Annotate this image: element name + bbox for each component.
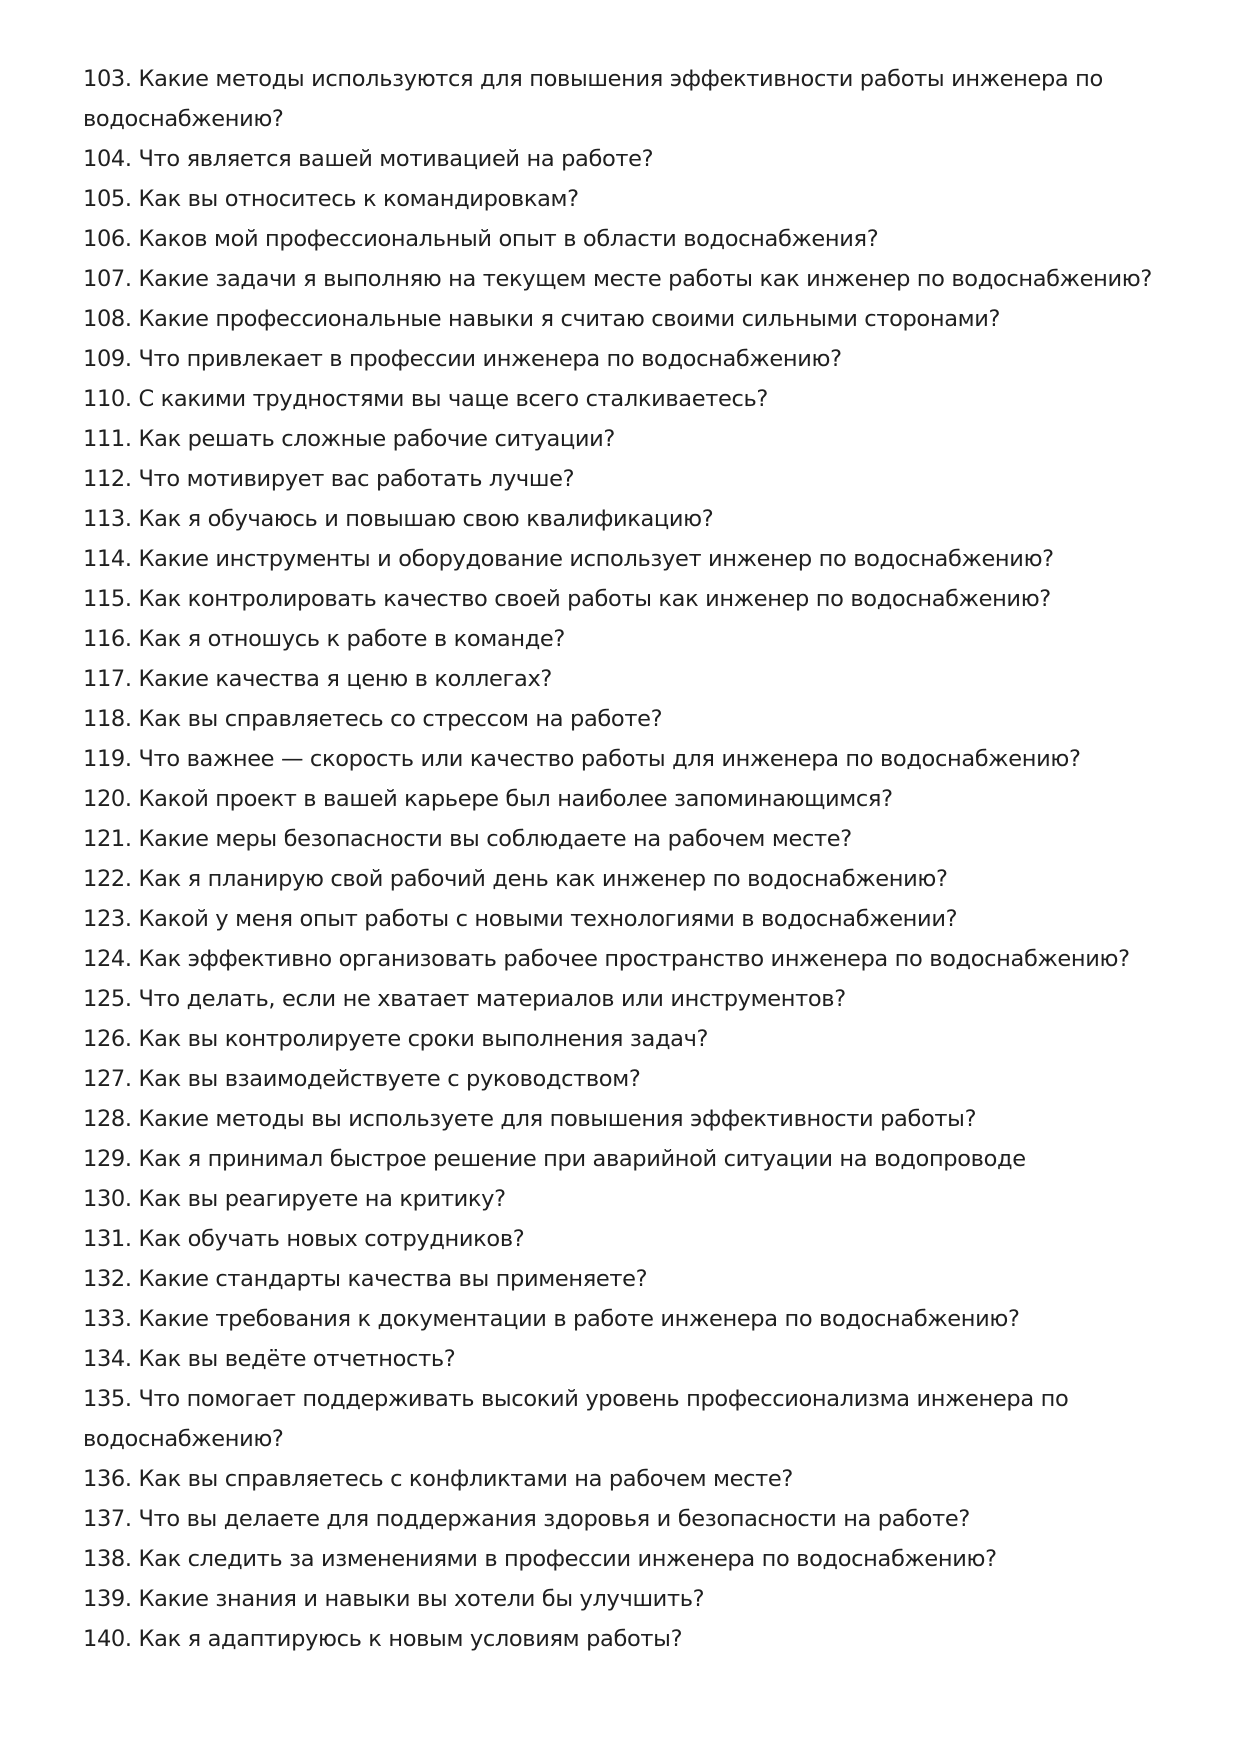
item-number: 126 . [83,1026,139,1052]
list-item [83,219,1163,259]
item-text: Как вы справляетесь с конфликтами на рабочем месте? [138,1466,794,1492]
list-item [83,939,1163,979]
document-page [83,59,1163,1659]
list-item [83,1459,1163,1499]
item-text: Какие меры безопасности вы соблюдаете на рабочем месте? [138,826,852,852]
item-text: Какой у меня опыт работы с новыми технологиями в водоснабжении? [138,906,958,932]
item-number: 139 . [83,1586,139,1612]
item-number: 128 . [83,1106,139,1132]
item-text: Что вы делаете для поддержания здоровья и безопасности на работе? [138,1506,970,1532]
question-list [83,59,1163,1659]
item-number: 135 . [83,1386,139,1412]
item-text: Каков мой профессиональный опыт в области водоснабжения? [138,226,879,252]
list-item [83,1059,1163,1099]
item-text: Какие задачи я выполняю на текущем месте работы как инженер по водоснабжению? [138,266,1152,292]
list-item [83,859,1163,899]
list-item [83,1539,1163,1579]
item-text: Как контролировать качество своей работы как инженер по водоснабжению? [138,586,1051,612]
item-number: 117 . [83,666,139,692]
list-item [83,1379,1163,1459]
item-number: 112 . [83,466,139,492]
item-text: Как эффективно организовать рабочее пространство инженера по водоснабжению? [138,946,1130,972]
item-text: Как вы взаимодействуете с руководством? [138,1066,641,1092]
item-number: 133 . [83,1306,139,1332]
item-text: Как вы реагируете на критику? [138,1186,506,1212]
item-text: Какие инструменты и оборудование использует инженер по водоснабжению? [138,546,1054,572]
list-item [83,419,1163,459]
list-item [83,779,1163,819]
item-number: 106 . [83,226,139,252]
item-number: 124 . [83,946,139,972]
item-number: 121 . [83,826,139,852]
item-number: 111 . [83,426,139,452]
list-item [83,1019,1163,1059]
item-text: Какие стандарты качества вы применяете? [138,1266,648,1292]
item-text: Как я адаптируюсь к новым условиям работы? [138,1626,683,1652]
list-item [83,899,1163,939]
item-number: 108 . [83,306,139,332]
list-item [83,1299,1163,1339]
list-item [83,139,1163,179]
list-item [83,379,1163,419]
item-text: Как вы ведёте отчетность? [138,1346,456,1372]
item-number: 109 . [83,346,139,372]
list-item [83,579,1163,619]
item-number: 125 . [83,986,139,1012]
item-text: Что привлекает в профессии инженера по водоснабжению? [138,346,842,372]
item-number: 140 . [83,1626,139,1652]
list-item [83,539,1163,579]
list-item [83,299,1163,339]
item-number: 104 . [83,146,139,172]
item-number: 138 . [83,1546,139,1572]
item-number: 122 . [83,866,139,892]
item-text: Какие методы используются для повышения эффективности работы инженера по водоснабжению? [83,66,1103,132]
item-number: 116 . [83,626,139,652]
list-item [83,1579,1163,1619]
list-item [83,1499,1163,1539]
item-number: 134 . [83,1346,139,1372]
list-item [83,59,1163,139]
item-number: 129 . [83,1146,139,1172]
item-number: 136 . [83,1466,139,1492]
item-text: Какие профессиональные навыки я считаю своими сильными сторонами? [138,306,1001,332]
list-item [83,259,1163,299]
item-number: 103 . [83,66,139,92]
item-text: С какими трудностями вы чаще всего сталкиваетесь? [138,386,768,412]
list-item [83,659,1163,699]
item-text: Как вы справляетесь со стрессом на работе? [138,706,663,732]
item-text: Как обучать новых сотрудников? [138,1226,525,1252]
list-item [83,1179,1163,1219]
item-text: Как вы относитесь к командировкам? [138,186,579,212]
item-number: 120 . [83,786,139,812]
item-text: Какие знания и навыки вы хотели бы улучшить? [138,1586,705,1612]
item-number: 114 . [83,546,139,572]
item-number: 107 . [83,266,139,292]
list-item [83,1339,1163,1379]
list-item [83,179,1163,219]
list-item [83,459,1163,499]
list-item [83,1139,1163,1179]
item-text: Какой проект в вашей карьере был наиболее запоминающимся? [138,786,893,812]
item-text: Что делать, если не хватает материалов или инструментов? [138,986,846,1012]
item-text: Что помогает поддерживать высокий уровень профессионализма инженера по водоснабжению? [83,1386,1069,1452]
list-item [83,1619,1163,1659]
item-text: Как вы контролируете сроки выполнения задач? [138,1026,709,1052]
list-item [83,499,1163,539]
list-item [83,699,1163,739]
item-text: Какие требования к документации в работе инженера по водоснабжению? [138,1306,1020,1332]
item-number: 115 . [83,586,139,612]
item-number: 132 . [83,1266,139,1292]
item-number: 123 . [83,906,139,932]
list-item [83,1259,1163,1299]
list-item [83,979,1163,1019]
item-number: 110 . [83,386,139,412]
item-number: 130 . [83,1186,139,1212]
item-number: 113 . [83,506,139,532]
list-item [83,739,1163,779]
item-text: Как я обучаюсь и повышаю свою квалификацию? [138,506,714,532]
item-text: Что является вашей мотивацией на работе? [138,146,654,172]
list-item [83,1099,1163,1139]
item-text: Как решать сложные рабочие ситуации? [138,426,616,452]
item-number: 119 . [83,746,139,772]
item-text: Что важнее — скорость или качество работы для инженера по водоснабжению? [138,746,1081,772]
item-text: Как я отношусь к работе в команде? [138,626,565,652]
item-number: 131 . [83,1226,139,1252]
item-text: Какие методы вы используете для повышения эффективности работы? [138,1106,977,1132]
item-number: 105 . [83,186,139,212]
item-text: Какие качества я ценю в коллегах? [138,666,553,692]
list-item [83,339,1163,379]
item-number: 127 . [83,1066,139,1092]
list-item [83,819,1163,859]
item-text: Что мотивирует вас работать лучше? [138,466,575,492]
list-item [83,619,1163,659]
list-item [83,1219,1163,1259]
item-text: Как следить за изменениями в профессии инженера по водоснабжению? [138,1546,997,1572]
item-number: 118 . [83,706,139,732]
item-text: Как я принимал быстрое решение при аварийной ситуации на водопроводе [138,1146,1026,1172]
item-text: Как я планирую свой рабочий день как инженер по водоснабжению? [138,866,948,892]
item-number: 137 . [83,1506,139,1532]
